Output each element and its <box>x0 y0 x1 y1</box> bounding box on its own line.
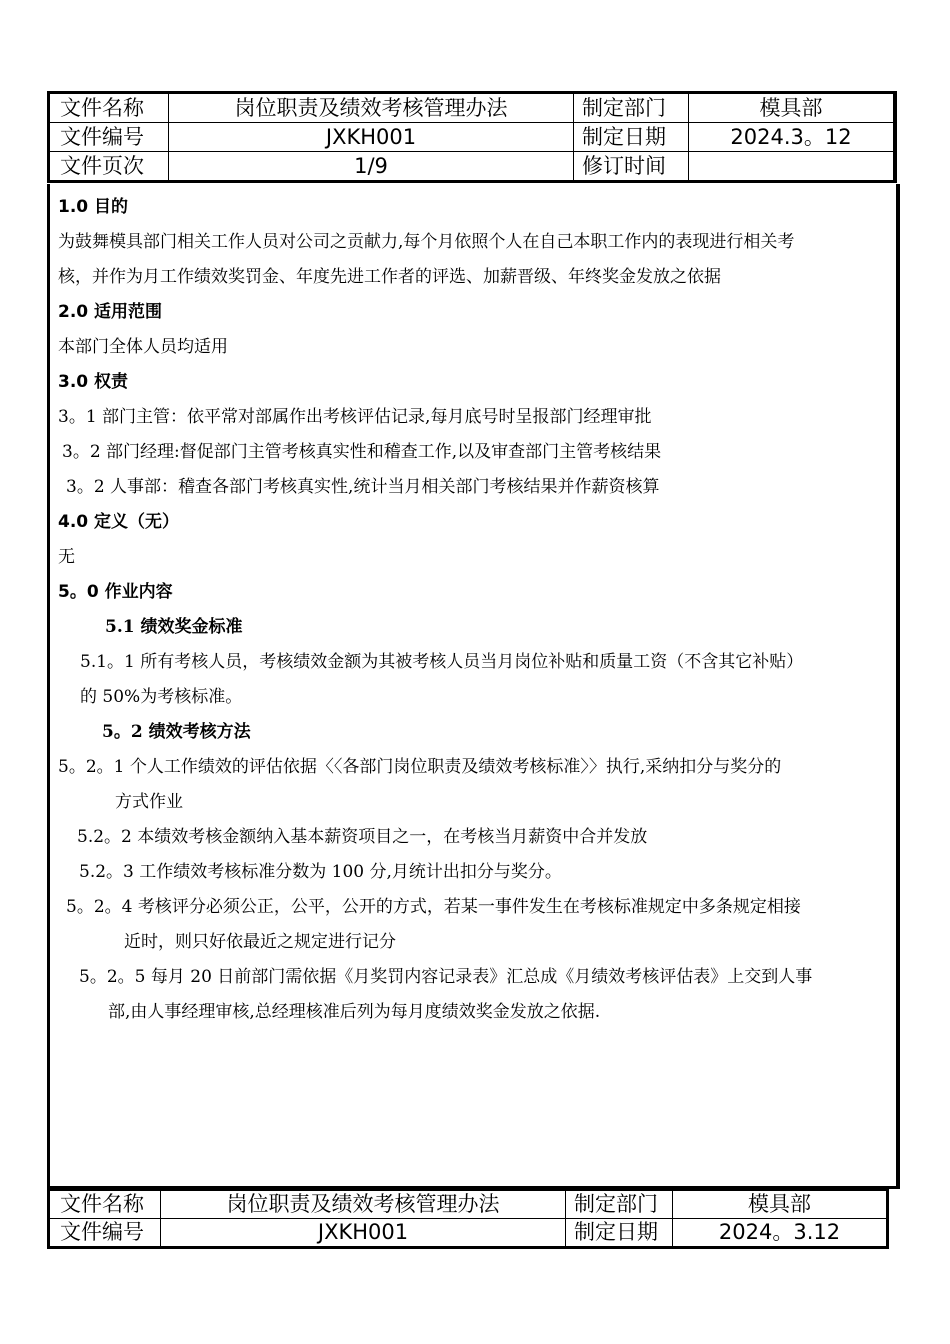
file-name-value: 岗位职责及绩效考核管理办法 <box>169 93 574 123</box>
footer-file-name-value: 岗位职责及绩效考核管理办法 <box>161 1190 566 1219</box>
section-3-3: 3。2 人事部：稽查各部门考核真实性,统计当月相关部门考核结果并作薪资核算 <box>66 477 660 497</box>
footer-row-name <box>49 1190 888 1219</box>
header-table <box>47 91 897 183</box>
footer-file-number-label: 文件编号 <box>49 1219 161 1248</box>
section-5-2-5-line-1: 5。2。5 每月 20 日前部门需依据《月奖罚内容记录表》汇总成《月绩效考核评估表》上交到人事 <box>79 967 813 987</box>
revision-label: 修订时间 <box>574 152 689 182</box>
section-5-2-5-line-2: 部,由人事经理审核,总经理核准后列为每月度绩效奖金发放之依据. <box>108 1002 601 1022</box>
footer-date-label: 制定日期 <box>566 1219 673 1248</box>
section-5-title: 5。0 作业内容 <box>58 582 173 602</box>
file-name-label: 文件名称 <box>49 93 169 123</box>
footer-department-label: 制定部门 <box>566 1190 673 1219</box>
section-5-1-title: 5.1 绩效奖金标准 <box>105 617 243 637</box>
section-2-text: 本部门全体人员均适用 <box>58 337 228 357</box>
section-3-title: 3.0 权责 <box>58 372 129 392</box>
page-value: 1/9 <box>169 152 574 182</box>
section-1-line-2: 核，并作为月工作绩效奖罚金、年度先进工作者的评选、加薪晋级、年终奖金发放之依据 <box>58 267 721 287</box>
section-5-2-2: 5.2。2 本绩效考核金额纳入基本薪资项目之一，在考核当月薪资中合并发放 <box>77 827 648 847</box>
date-value: 2024.3。12 <box>689 123 896 152</box>
footer-date-value: 2024。3.12 <box>673 1219 888 1248</box>
footer-table <box>47 1188 889 1249</box>
footer-file-name-label: 文件名称 <box>49 1190 161 1219</box>
footer-file-number-value: JXKH001 <box>161 1219 566 1248</box>
header-row-number <box>49 123 896 152</box>
section-4-title: 4.0 定义（无） <box>58 512 180 532</box>
section-5-1-1-line-2: 的 50%为考核标准。 <box>80 687 243 707</box>
footer-row-number <box>49 1219 888 1248</box>
section-5-1-1-line-1: 5.1。1 所有考核人员，考核绩效金额为其被考核人员当月岗位补贴和质量工资（不含其它补贴） <box>80 652 804 672</box>
page-label: 文件页次 <box>49 152 169 182</box>
section-5-2-4-line-1: 5。2。4 考核评分必须公正，公平，公开的方式，若某一事件发生在考核标准规定中多条规定相接 <box>66 897 801 917</box>
section-4-text: 无 <box>58 547 75 567</box>
section-2-title: 2.0 适用范围 <box>58 302 163 322</box>
section-5-2-title: 5。2 绩效考核方法 <box>102 722 251 742</box>
section-3-2: 3。2 部门经理:督促部门主管考核真实性和稽查工作,以及审查部门主管考核结果 <box>62 442 662 462</box>
header-row-name <box>49 93 896 123</box>
file-number-value: JXKH001 <box>169 123 574 152</box>
section-5-2-1-line-2: 方式作业 <box>115 792 183 812</box>
section-5-2-1-line-1: 5。2。1 个人工作绩效的评估依据〈〈各部门岗位职责及绩效考核标准〉〉执行,采纳扣分与奖分的 <box>58 757 782 777</box>
section-5-2-3: 5.2。3 工作绩效考核标准分数为 100 分,月统计出扣分与奖分。 <box>79 862 562 882</box>
revision-value <box>689 152 896 182</box>
section-3-1: 3。1 部门主管：依平常对部属作出考核评估记录,每月底号时呈报部门经理审批 <box>58 407 652 427</box>
file-number-label: 文件编号 <box>49 123 169 152</box>
department-label: 制定部门 <box>574 93 689 123</box>
header-row-page <box>49 152 896 182</box>
section-5-2-4-line-2: 近时，则只好依最近之规定进行记分 <box>124 932 396 952</box>
footer-department-value: 模具部 <box>673 1190 888 1219</box>
section-1-line-1: 为鼓舞模具部门相关工作人员对公司之贡献力,每个月依照个人在自己本职工作内的表现进行相关考 <box>58 232 795 252</box>
section-1-title: 1.0 目的 <box>58 197 129 217</box>
department-value: 模具部 <box>689 93 896 123</box>
date-label: 制定日期 <box>574 123 689 152</box>
